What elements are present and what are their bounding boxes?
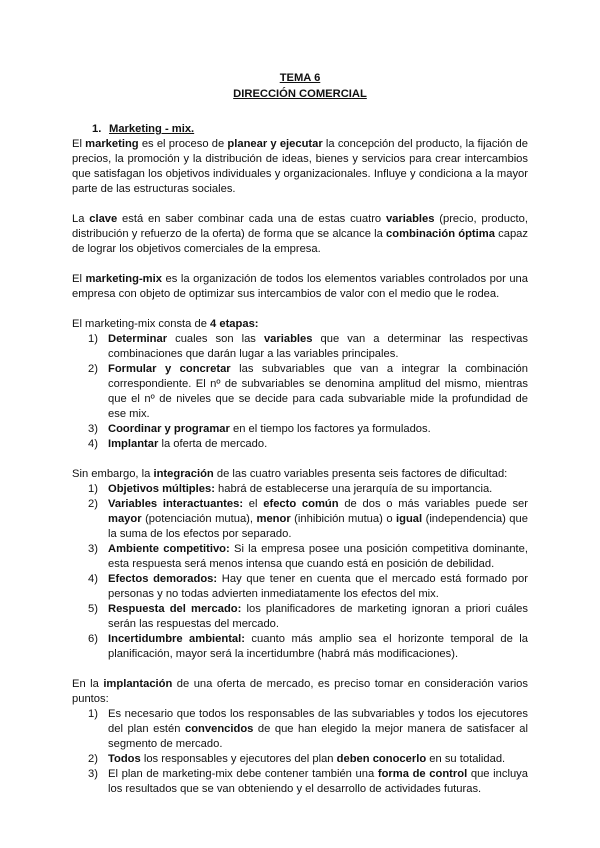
difficulty-factors-list [72, 482, 528, 662]
list-item: 3) El plan de marketing-mix debe contener también una forma de control que incluya los resultados que se van obteniendo y el desarrollo de actividades futuras. [88, 768, 528, 795]
list-item: 2) Variables interactuantes: el efecto común de dos o más variables puede ser mayor (potenciación mutua), menor (inhibición mutua) o igual (independencia) que la suma de los efectos por separado. [88, 498, 528, 540]
paragraph-stages-intro: El marketing-mix consta de 4 etapas: [72, 318, 259, 330]
paragraph-marketing-mix: El marketing-mix es la organización de todos los elementos variables controlados por una empresa con objeto de optimizar sus intercambios de valor con el medio que le rodea. [72, 273, 528, 300]
list-item: 3) Coordinar y programar en el tiempo los factores ya formulados. [88, 423, 431, 435]
list-item: 5) Respuesta del mercado: los planificadores de marketing ignoran a priori cuáles serán las respuestas del mercado. [88, 603, 528, 630]
list-item: 4) Efectos demorados: Hay que tener en cuenta que el mercado está formado por personas y no todas advierten inmediatamente los efectos del mix. [88, 573, 528, 600]
implementation-points-list [72, 707, 528, 797]
page-title: DIRECCIÓN COMERCIAL [233, 88, 367, 100]
section-number: 1. [92, 123, 102, 135]
paragraph-key-variables: La clave está en saber combinar cada una de estas cuatro variables (precio, producto, distribución y refuerzo de la oferta) de forma que se alcance la combinación óptima capaz de lograr los objetivos comerciales de la empresa. [72, 213, 529, 255]
section-label: Marketing - mix. [109, 123, 195, 135]
stages-list [72, 332, 528, 452]
list-item: 2) Formular y concretar las subvariables que van a integrar la combinación correspondiente. El nº de subvariables se denomina amplitud del mismo, mientras que el nº de niveles que se decide para cada subvariable mide la profundidad de ese mix. [88, 363, 528, 420]
list-item: 1) Determinar cuales son las variables que van a determinar las respectivas combinaciones que darán lugar a las variables principales. [88, 333, 528, 360]
paragraph-integration: Sin embargo, la integración de las cuatro variables presenta seis factores de dificultad: [72, 468, 508, 480]
document-page [72, 70, 528, 797]
list-item: 1) Es necesario que todos los responsables de las subvariables y todos los ejecutores del plan estén convencidos de que han elegido la mejor manera de satisfacer al segmento de mercado. [88, 708, 528, 750]
list-item: 4) Implantar la oferta de mercado. [88, 438, 268, 450]
document-header [72, 70, 528, 102]
paragraph-marketing-definition: El marketing es el proceso de planear y ejecutar la concepción del producto, la fijación de precios, la promoción y la distribución de ideas, bienes y servicios para crear intercambios que satisfagan los objetivos individuales y organizacionales. Influye y condiciona a la mayor parte de las estructuras sociales. [72, 138, 528, 195]
section-heading [72, 122, 528, 137]
list-item: 6) Incertidumbre ambiental: cuanto más amplio sea el horizonte temporal de la planificación, mayor será la incertidumbre (habrá más modificaciones). [88, 633, 528, 660]
list-item: 1) Objetivos múltiples: habrá de establecerse una jerarquía de su importancia. [88, 483, 493, 495]
list-item: 3) Ambiente competitivo: Si la empresa posee una posición competitiva dominante, esta respuesta será menos intensa que cuando está en posición de debilidad. [88, 543, 528, 570]
list-item: 2) Todos los responsables y ejecutores del plan deben conocerlo en su totalidad. [88, 753, 506, 765]
paragraph-implementation: En la implantación de una oferta de mercado, es preciso tomar en consideración varios puntos: [72, 678, 528, 705]
topic-number: TEMA 6 [279, 72, 321, 84]
